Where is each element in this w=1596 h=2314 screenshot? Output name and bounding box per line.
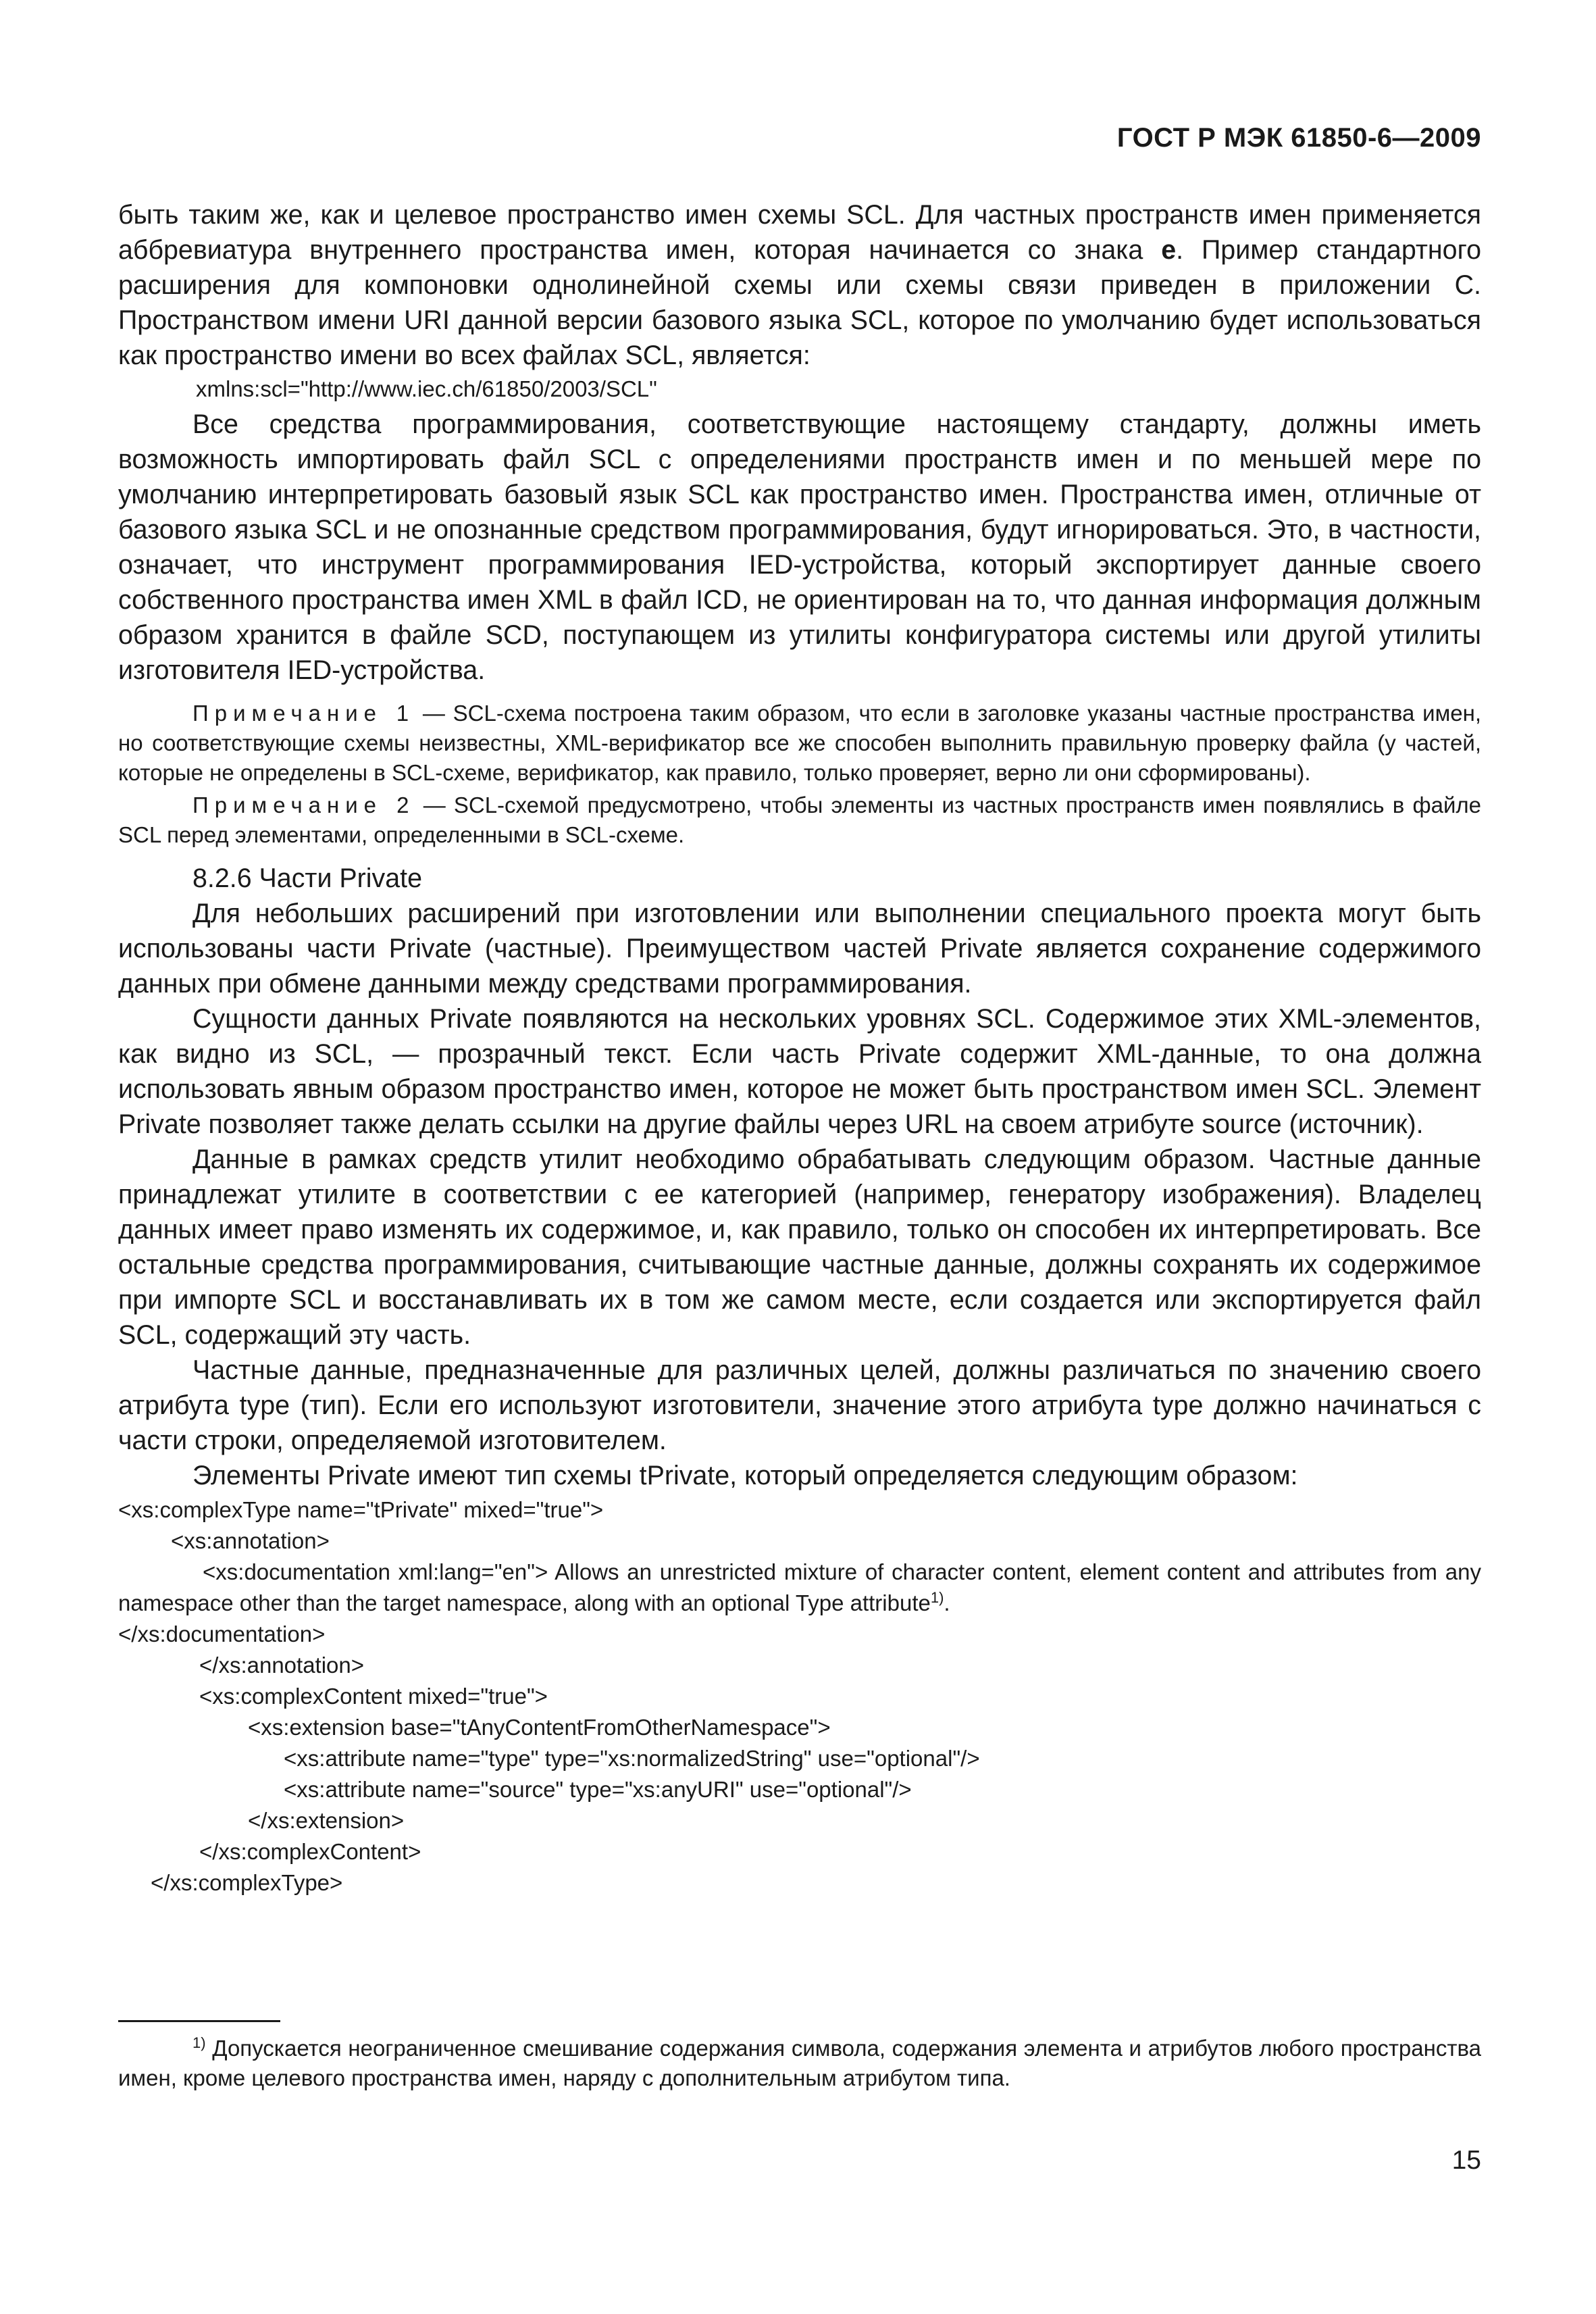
note-text: — SCL-схемой предусмотрено, чтобы элементы из частных пространств имен появлялись в файле SCL перед элементами, определенными в SCL-схеме.: [118, 793, 1482, 847]
document-header: ГОСТ Р МЭК 61850-6—2009: [1116, 123, 1481, 153]
note-2: [118, 790, 1481, 850]
paragraph-private-schema: Элементы Private имеют тип схемы tPrivate, который определяется следующим образом:: [192, 1461, 1298, 1490]
code-line: <xs:attribute name="source" type="xs:anyURI" use="optional"/>: [284, 1777, 912, 1802]
footnote-marker: 1): [192, 2034, 206, 2051]
footnote-divider: [118, 2020, 280, 2022]
note-text: — SCL-схема построена таким образом, что если в заголовке указаны частные пространства имен, но соответствующие схемы неизвестны, XML-верификатор все же способен выполнить правильную проверку файла (у частей, которые не определены в SCL-схеме, верификатор, как правило, только проверяет, верно ли они сформированы).: [118, 701, 1481, 785]
code-line: <xs:attribute name="type" type="xs:normalizedString" use="optional"/>: [284, 1746, 980, 1771]
page-content: [118, 197, 1481, 1898]
paragraph-tools-import: Все средства программирования, соответствующие настоящему стандарту, должны иметь возможность импортировать файл SCL с определениями пространств имен и по меньшей мере по умолчанию интерпретировать базовый язык SCL как пространство имен. Пространства имен, отличные от базового языка SCL и не опознанные средством программирования, будут игнорироваться. Это, в частности, означает, что инструмент программирования IED-устройства, который экспортирует данные своего собственного пространства имен XML в файл ICD, не ориентирован на то, что данная информация должным образом хранится в файле SCD, поступающем из утилиты конфигуратора системы или другой утилиты изготовителя IED-устройства.: [118, 409, 1481, 685]
paragraph-private-type: Частные данные, предназначенные для различных целей, должны различаться по значению своего атрибута type (тип). Если его используют изготовители, значение этого атрибута type должно начинаться с части строки, определяемой изготовителем.: [118, 1355, 1481, 1455]
note-label: Примечание 2: [192, 793, 415, 818]
code-line: </xs:documentation>: [118, 1621, 326, 1646]
note-label: Примечание 1: [192, 701, 415, 726]
code-line: </xs:extension>: [248, 1808, 405, 1833]
paragraph-text: . Пример стандартного расширения для компоновки однолинейной схемы или схемы связи приведен в приложении С. Пространством имени URI данной версии базового языка SCL, которое по умолчанию будет использоваться как пространство имени во всех файлах SCL, является:: [118, 235, 1481, 370]
code-line: </xs:annotation>: [199, 1653, 365, 1678]
code-line: <xs:complexType name="tPrivate" mixed="true">: [118, 1497, 604, 1522]
namespace-uri-line: xmlns:scl="http://www.iec.ch/61850/2003/SCL": [196, 376, 657, 401]
paragraph-private-handling: Данные в рамках средств утилит необходимо обрабатывать следующим образом. Частные данные принадлежат утилите в соответствии с ее категорией (например, генератору изображения). Владелец данных имеет право изменять их содержимое, и, как правило, только он способен их интерпретировать. Все остальные средства программирования, считывающие частные данные, должны сохранять их содержимое при импорте SCL и восстанавливать их в том же самом месте, если создается или экспортируется файл SCL, содержащий эту часть.: [118, 1145, 1481, 1350]
paragraph-private-entities: Сущности данных Private появляются на нескольких уровнях SCL. Содержимое этих XML-элементов, как видно из SCL, — прозрачный текст. Если часть Private содержит XML-данные, то она должна использовать явным образом пространство имен, которое не может быть пространством имен SCL. Элемент Private позволяет также делать ссылки на другие файлы через URL на своем атрибуте source (источник).: [118, 1004, 1481, 1139]
code-line: <xs:extension base="tAnyContentFromOtherNamespace">: [248, 1715, 831, 1740]
footnote: [118, 2034, 1481, 2093]
code-line: <xs:complexContent mixed="true">: [199, 1684, 548, 1709]
page-number: 15: [1451, 2146, 1481, 2175]
paragraph-namespace-intro: [118, 197, 1481, 373]
code-line: </xs:complexType>: [151, 1870, 343, 1895]
code-text: .: [944, 1590, 950, 1615]
footnote-text: Допускается неограниченное смешивание содержания символа, содержания элемента и атрибутов любого пространства имен, кроме целевого пространства имен, наряду с дополнительным атрибутом типа.: [118, 2036, 1481, 2090]
paragraph-text: быть таким же, как и целевое пространство имен схемы SCL. Для частных пространств имен применяется аббревиатура внутреннего пространства имен, которая начинается со знака: [118, 200, 1481, 265]
paragraph-private-intro: Для небольших расширений при изготовлении или выполнении специального проекта могут быть использованы части Private (частные). Преимуществом частей Private является сохранение содержимого данных при обмене данными между средствами программирования.: [118, 899, 1481, 999]
schema-code-block: [118, 1494, 1481, 1898]
footnote-ref: 1): [930, 1589, 944, 1606]
code-text: <xs:documentation xml:lang="en"> Allows an unrestricted mixture of character content, element content and attributes from any namespace other than the target namespace, along with an optional Type attribute: [118, 1559, 1481, 1615]
note-1: [118, 699, 1481, 788]
code-line: <xs:annotation>: [171, 1528, 330, 1553]
code-line: </xs:complexContent>: [199, 1839, 421, 1864]
section-heading: 8.2.6 Части Private: [192, 863, 422, 893]
code-line-documentation: [118, 1557, 1481, 1619]
bold-char: e: [1161, 235, 1177, 265]
